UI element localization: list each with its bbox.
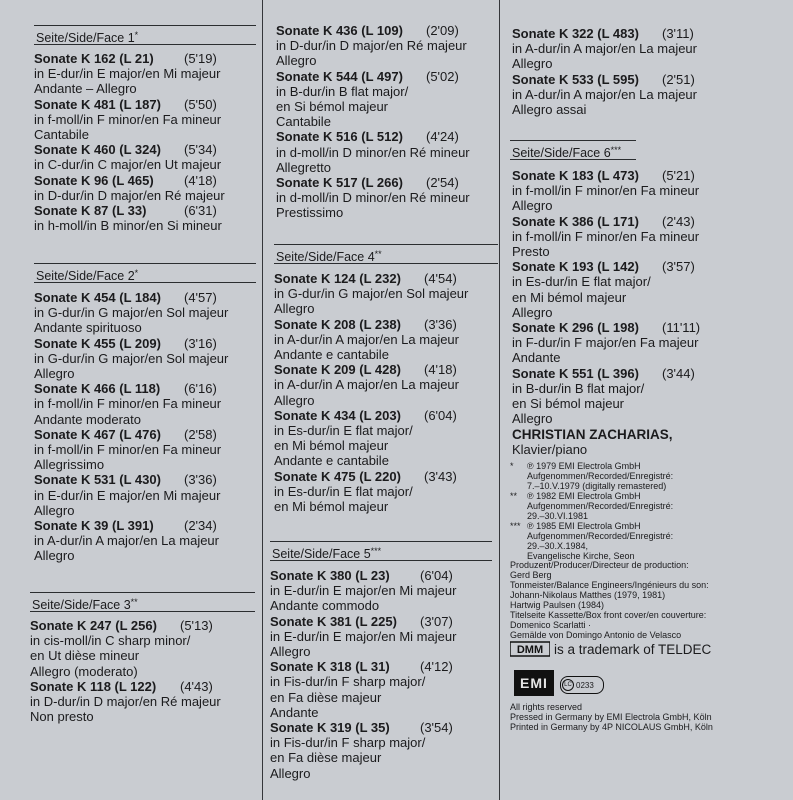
track-detail: in A-dur/in A major/en La majeur: [512, 86, 697, 102]
track-duration: (6'04): [424, 407, 457, 423]
track-item: [34, 142, 256, 172]
track-item: [512, 320, 772, 366]
track-heading: [512, 320, 772, 335]
track-detail: Allegro: [270, 765, 311, 781]
track-heading: [34, 381, 256, 396]
credit-line: Produzent/Producer/Directeur de production:: [510, 560, 689, 570]
track-title: Sonate K 162 (L 21): [34, 51, 154, 66]
credit-line: Domenico Scarlatti ·: [510, 620, 592, 630]
track-detail: in G-dur/in G major/en Sol majeur: [274, 286, 469, 302]
track-heading: [270, 568, 492, 583]
track-detail: in d-moll/in D minor/en Ré mineur: [276, 144, 470, 160]
column-divider-2: [499, 0, 500, 800]
track-detail: in A-dur/in A major/en La majeur: [274, 377, 459, 393]
track-title: Sonate K 319 (L 35): [270, 720, 390, 736]
track-title: Sonate K 544 (L 497): [276, 68, 403, 84]
track-detail: in h-moll/in B minor/en Si mineur: [34, 218, 222, 234]
track-heading: [34, 97, 256, 112]
track-duration: (3'54): [420, 720, 453, 736]
track-duration: (4'54): [424, 271, 457, 286]
lc-code: 0233: [576, 680, 594, 690]
track-duration: (4'18): [424, 362, 457, 378]
track-heading: [34, 51, 256, 66]
track-detail: in f-moll/in F minor/en Fa mineur: [34, 111, 222, 127]
note-mark: *: [510, 461, 514, 471]
track-duration: (5'21): [662, 168, 695, 183]
track-heading: [274, 271, 496, 286]
track-duration: (6'04): [420, 568, 453, 583]
track-detail: Andante e cantabile: [274, 347, 389, 363]
track-duration: (3'36): [184, 472, 217, 488]
track-title: Sonate K 87 (L 33): [34, 203, 147, 219]
track-detail: Andante: [270, 704, 319, 720]
track-title: Sonate K 455 (L 209): [34, 335, 161, 351]
track-detail: Allegro: [512, 411, 553, 427]
track-item: [512, 214, 772, 260]
track-title: Sonate K 118 (L 122): [30, 678, 157, 694]
note-line: ℗ 1982 EMI Electrola GmbH: [527, 491, 641, 501]
track-title: Sonate K 183 (L 473): [512, 168, 639, 183]
track-detail: in D-dur/in D major/en Ré majeur: [34, 187, 225, 203]
track-detail: Allegro: [512, 198, 553, 214]
track-heading: [512, 26, 772, 41]
track-detail: in B-dur/in B flat major/: [276, 83, 409, 99]
track-heading: [274, 469, 496, 484]
note-mark: ***: [510, 521, 521, 531]
track-detail: Allegro: [270, 644, 311, 660]
track-detail: Allegro: [34, 502, 75, 518]
track-item: [274, 317, 496, 363]
track-detail: Allegro: [274, 301, 315, 317]
track-detail: Allegro: [34, 548, 75, 564]
track-title: Sonate K 467 (L 476): [34, 426, 161, 442]
track-detail: in f-moll/in F minor/en Fa mineur: [34, 396, 222, 412]
track-item: [34, 97, 256, 143]
track-detail: Allegrissimo: [34, 457, 105, 473]
recording-note: [510, 521, 770, 561]
note-line: 29.–30.VI.1981: [527, 511, 589, 521]
face-3-tracklist: [30, 618, 255, 724]
track-detail: in Es-dur/in E flat major/: [512, 274, 651, 290]
track-heading: [512, 168, 772, 183]
track-detail: Andante moderato: [34, 411, 141, 427]
face-3-continued-tracklist: [276, 23, 498, 221]
track-title: Sonate K 481 (L 187): [34, 96, 161, 112]
track-duration: (6'31): [184, 203, 217, 219]
artist-name: CHRISTIAN ZACHARIAS,: [512, 427, 673, 442]
note-line: Evangelische Kirche, Seon: [527, 551, 635, 561]
track-item: [512, 366, 772, 427]
credit-line: Gemälde von Domingo Antonio de Velasco: [510, 630, 682, 640]
track-detail: in f-moll/in F minor/en Fa mineur: [34, 442, 222, 458]
face-mark: ***: [370, 546, 382, 556]
track-title: Sonate K 193 (L 142): [512, 259, 639, 275]
track-duration: (3'57): [662, 259, 695, 275]
track-title: Sonate K 434 (L 203): [274, 407, 401, 423]
track-detail: in D-dur/in D major/en Ré majeur: [276, 38, 467, 54]
track-heading: [274, 362, 496, 377]
note-line: ℗ 1985 EMI Electrola GmbH: [527, 521, 641, 531]
track-detail: en Mi bémol majeur: [512, 289, 627, 305]
track-duration: (3'07): [420, 613, 453, 629]
track-title: Sonate K 533 (L 595): [512, 71, 639, 87]
track-duration: (4'18): [184, 172, 217, 188]
track-item: [276, 69, 498, 130]
track-detail: in E-dur/in E major/en Mi majeur: [34, 487, 221, 503]
dmm-logo: [510, 640, 550, 658]
label-code: [560, 676, 604, 694]
recording-note: [510, 491, 770, 521]
rights-line: Printed in Germany by 4P NICOLAUS GmbH, Köln: [510, 722, 713, 732]
track-detail: in Es-dur/in E flat major/: [274, 423, 413, 439]
face-label: Seite/Side/Face 4: [276, 250, 375, 264]
track-heading: [30, 618, 255, 633]
track-detail: Andante spirituoso: [34, 320, 142, 336]
track-detail: Allegro: [274, 392, 315, 408]
track-duration: (6'16): [184, 381, 217, 397]
track-detail: in A-dur/in A major/en La majeur: [274, 331, 459, 347]
track-heading: [34, 142, 256, 157]
track-detail: in d-moll/in D minor/en Ré mineur: [276, 190, 470, 206]
face-6-tracklist: [512, 168, 772, 426]
track-duration: (2'58): [184, 426, 217, 442]
track-heading: [34, 472, 256, 487]
track-detail: in F-dur/in F major/en Fa majeur: [512, 335, 699, 351]
track-duration: (4'24): [426, 129, 459, 145]
artist-instrument: Klavier/piano: [512, 442, 588, 457]
track-detail: in D-dur/in D major/en Ré majeur: [30, 694, 221, 710]
track-title: Sonate K 208 (L 238): [274, 316, 401, 332]
track-detail: in B-dur/in B flat major/: [512, 380, 645, 396]
face-mark: **: [374, 249, 382, 259]
track-item: [34, 427, 256, 473]
track-heading: [34, 336, 256, 351]
track-duration: (3'16): [184, 335, 217, 351]
track-heading: [512, 72, 772, 87]
track-heading: [30, 679, 255, 694]
production-credits: [510, 560, 770, 640]
note-mark: **: [510, 491, 518, 501]
credit-line: Tonmeister/Balance Engineers/Ingénieurs du son:: [510, 580, 709, 590]
track-title: Sonate K 209 (L 428): [274, 362, 401, 378]
track-heading: [34, 518, 256, 533]
track-item: [270, 720, 492, 781]
emi-logo: EMI: [514, 670, 554, 696]
track-item: [34, 381, 256, 427]
track-detail: Andante: [512, 350, 561, 366]
track-title: Sonate K 39 (L 391): [34, 518, 154, 534]
track-heading: [276, 23, 498, 38]
track-item: [34, 518, 256, 564]
track-title: Sonate K 466 (L 118): [34, 381, 161, 397]
track-item: [274, 271, 496, 317]
track-detail: Cantabile: [276, 114, 331, 130]
credit-line: Titelseite Kassette/Box front cover/en couverture:: [510, 610, 707, 620]
track-detail: in cis-moll/in C sharp minor/: [30, 633, 191, 649]
face-mark: ***: [610, 145, 622, 155]
track-title: Sonate K 386 (L 171): [512, 213, 639, 229]
track-detail: Andante commodo: [270, 598, 380, 614]
track-heading: [34, 290, 256, 305]
track-duration: (3'11): [662, 26, 694, 41]
track-duration: (2'54): [426, 175, 459, 191]
svg-text:DMM: DMM: [516, 644, 544, 656]
track-title: Sonate K 517 (L 266): [276, 175, 403, 191]
track-item: [274, 408, 496, 469]
track-item: [276, 23, 498, 69]
artist-block: [512, 427, 772, 457]
recording-notes: [510, 461, 770, 561]
track-title: Sonate K 318 (L 31): [270, 659, 390, 675]
face-5-tracklist: [270, 568, 492, 781]
track-item: [512, 26, 772, 72]
track-detail: in E-dur/in E major/en Mi majeur: [270, 583, 457, 599]
track-detail: Allegro (moderato): [30, 663, 138, 679]
track-title: Sonate K 296 (L 198): [512, 320, 639, 336]
face-2-tracklist: [34, 290, 256, 564]
face-mark: *: [134, 268, 139, 278]
note-line: 29.–30.X.1984,: [527, 541, 589, 551]
track-detail: in f-moll/in F minor/en Fa mineur: [512, 228, 700, 244]
track-detail: in E-dur/in E major/en Mi majeur: [34, 66, 221, 82]
rights-line: Pressed in Germany by EMI Electrola GmbH, Köln: [510, 712, 712, 722]
track-duration: (5'02): [426, 68, 459, 84]
track-detail: Andante – Allegro: [34, 81, 137, 97]
track-heading: [34, 203, 256, 218]
track-item: [276, 129, 498, 175]
track-detail: en Si bémol majeur: [512, 396, 624, 412]
track-item: [34, 336, 256, 382]
track-detail: en Fa dièse majeur: [270, 689, 382, 705]
track-title: Sonate K 531 (L 430): [34, 472, 161, 488]
track-heading: [512, 259, 772, 274]
track-item: [34, 203, 256, 233]
track-duration: (4'57): [184, 290, 217, 305]
track-detail: Allegretto: [276, 159, 331, 175]
note-line: Aufgenommen/Recorded/Enregistré:: [527, 501, 674, 511]
track-duration: (2'09): [426, 23, 459, 38]
track-duration: (5'34): [184, 142, 217, 158]
track-item: [34, 472, 256, 518]
track-item: [34, 290, 256, 336]
face-5-header: [270, 541, 492, 561]
track-item: [512, 259, 772, 320]
track-heading: [270, 659, 492, 674]
track-item: [270, 568, 492, 614]
column-divider-1: [262, 0, 263, 800]
track-title: Sonate K 380 (L 23): [270, 568, 390, 583]
track-item: [270, 614, 492, 660]
trademark-text: is a trademark of TELDEC: [554, 641, 712, 657]
track-heading: [276, 69, 498, 84]
face-1-tracklist: [34, 51, 256, 233]
face-4-header: [274, 244, 498, 264]
track-duration: (3'44): [662, 365, 695, 381]
track-item: [274, 362, 496, 408]
track-heading: [270, 614, 492, 629]
note-line: Aufgenommen/Recorded/Enregistré:: [527, 531, 674, 541]
track-detail: en Ut dièse mineur: [30, 648, 140, 664]
track-item: [34, 51, 256, 97]
track-item: [30, 618, 255, 679]
track-duration: (2'34): [184, 518, 217, 534]
track-detail: Prestissimo: [276, 205, 344, 221]
track-item: [270, 659, 492, 720]
face-label: Seite/Side/Face 6: [512, 146, 611, 160]
note-line: ℗ 1979 EMI Electrola GmbH: [527, 461, 641, 471]
face-mark: *: [134, 30, 139, 40]
face-label: Seite/Side/Face 5: [272, 547, 371, 561]
track-detail: in E-dur/in E major/en Mi majeur: [270, 628, 457, 644]
track-detail: in Fis-dur/in F sharp major/: [270, 674, 426, 690]
rights-line: All rights reserved: [510, 702, 583, 712]
track-duration: (5'50): [184, 96, 217, 112]
credit-line: Hartwig Paulsen (1984): [510, 600, 605, 610]
lc-mark: LC: [562, 679, 574, 691]
track-detail: Allegro: [512, 56, 553, 72]
track-heading: [34, 427, 256, 442]
face-5-continued-tracklist: [512, 26, 772, 117]
track-heading: [270, 720, 492, 735]
track-title: Sonate K 454 (L 184): [34, 290, 161, 305]
track-title: Sonate K 322 (L 483): [512, 26, 639, 41]
track-duration: (5'13): [180, 618, 213, 633]
track-detail: Cantabile: [34, 127, 89, 143]
track-heading: [512, 366, 772, 381]
track-detail: in Es-dur/in E flat major/: [274, 483, 413, 499]
track-heading: [34, 173, 256, 188]
track-duration: (11'11): [662, 320, 701, 336]
track-detail: Allegro: [512, 304, 553, 320]
face-1-header: [34, 25, 256, 45]
face-6-header: [510, 140, 636, 160]
track-item: [30, 679, 255, 725]
credit-line: Gerd Berg: [510, 570, 552, 580]
track-duration: (4'43): [180, 678, 213, 694]
track-heading: [274, 408, 496, 423]
track-detail: en Mi bémol majeur: [274, 438, 389, 454]
track-detail: Allegro: [34, 366, 75, 382]
track-item: [512, 168, 772, 214]
track-item: [34, 173, 256, 203]
face-label: Seite/Side/Face 2: [36, 269, 135, 283]
face-3-header: [30, 592, 255, 612]
note-line: Aufgenommen/Recorded/Enregistré:: [527, 471, 674, 481]
note-line: 7.–10.V.1979 (digitally remastered): [527, 481, 667, 491]
track-detail: en Si bémol majeur: [276, 99, 388, 115]
face-4-tracklist: [274, 271, 496, 514]
recording-note: [510, 461, 770, 491]
face-mark: **: [130, 597, 138, 607]
track-title: Sonate K 124 (L 232): [274, 271, 401, 286]
track-title: Sonate K 551 (L 396): [512, 365, 639, 381]
track-detail: en Mi bémol majeur: [274, 499, 389, 515]
track-detail: in Fis-dur/in F sharp major/: [270, 735, 426, 751]
track-item: [512, 72, 772, 118]
track-duration: (2'43): [662, 213, 695, 229]
face-label: Seite/Side/Face 1: [36, 31, 135, 45]
track-title: Sonate K 460 (L 324): [34, 142, 161, 158]
track-item: [274, 469, 496, 515]
face-label: Seite/Side/Face 3: [32, 598, 131, 612]
track-duration: (2'51): [662, 71, 695, 87]
track-detail: in G-dur/in G major/en Sol majeur: [34, 350, 229, 366]
track-heading: [274, 317, 496, 332]
track-detail: Allegro assai: [512, 102, 587, 118]
track-duration: (4'12): [420, 659, 453, 675]
track-duration: (3'43): [424, 468, 457, 484]
track-detail: Non presto: [30, 709, 94, 725]
track-title: Sonate K 475 (L 220): [274, 468, 401, 484]
track-heading: [512, 214, 772, 229]
track-detail: in G-dur/in G major/en Sol majeur: [34, 305, 229, 321]
track-detail: in A-dur/in A major/en La majeur: [34, 533, 219, 549]
track-detail: in C-dur/in C major/en Ut majeur: [34, 157, 222, 173]
track-title: Sonate K 96 (L 465): [34, 172, 154, 188]
track-detail: en Fa dièse majeur: [270, 750, 382, 766]
track-title: Sonate K 247 (L 256): [30, 618, 157, 633]
track-detail: in A-dur/in A major/en La majeur: [512, 41, 697, 57]
track-detail: Andante e cantabile: [274, 453, 389, 469]
track-detail: Presto: [512, 244, 550, 260]
track-item: [276, 175, 498, 221]
track-title: Sonate K 516 (L 512): [276, 129, 403, 145]
track-heading: [276, 129, 498, 144]
track-duration: (5'19): [184, 51, 217, 66]
credit-line: Johann-Nikolaus Matthes (1979, 1981): [510, 590, 666, 600]
rights-block: [510, 702, 770, 732]
track-title: Sonate K 436 (L 109): [276, 23, 403, 38]
trademark-line: [510, 640, 711, 658]
track-detail: Allegro: [276, 53, 317, 69]
track-heading: [276, 175, 498, 190]
track-detail: in f-moll/in F minor/en Fa mineur: [512, 183, 700, 199]
face-2-header: [34, 263, 256, 283]
track-title: Sonate K 381 (L 225): [270, 613, 397, 629]
track-duration: (3'36): [424, 316, 457, 332]
